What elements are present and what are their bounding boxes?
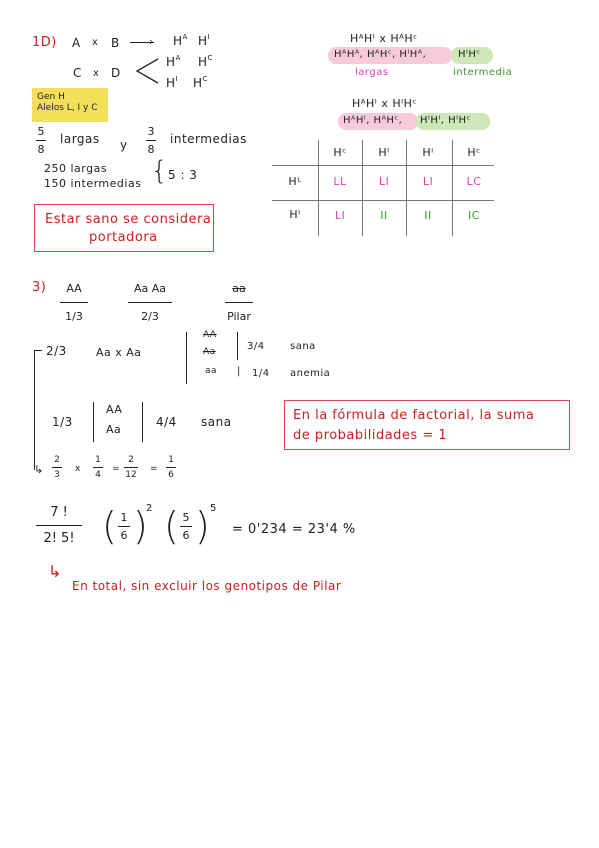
genotype-aa-prob: AA 1/3 — [60, 282, 88, 323]
prob-anemia: 1/4 — [252, 368, 270, 379]
fraction-3-8: 3 8 — [147, 125, 155, 156]
result-green-1: HᴵHᶜ — [458, 49, 481, 60]
calc-fraction: 2 3 — [52, 455, 62, 480]
section-label-3: 3) — [32, 280, 47, 295]
exponent-5: 5 — [210, 503, 217, 514]
genotype-pilar: aa Pilar — [225, 282, 253, 323]
divider — [237, 332, 238, 360]
section-label-1d: 1D) — [32, 35, 57, 50]
prob-1-6: 1 6 — [118, 511, 130, 542]
genotype-hc-top: $H^C$ — [198, 54, 213, 69]
punnett-col-header: Hᴵ — [378, 146, 390, 159]
calc-fraction: 1 4 — [93, 455, 103, 480]
note-1-line1: Estar sano se considera — [45, 212, 212, 227]
count-intermedias: 150 intermedias — [44, 177, 142, 190]
punnett-col-header: Hᶜ — [333, 146, 347, 159]
punnett-row-header: Hᴵ — [289, 208, 301, 221]
note-box-2 — [284, 400, 570, 450]
paren-open: ( — [102, 504, 117, 548]
label-sana: sana — [290, 341, 316, 352]
branch-icon — [134, 56, 160, 86]
genotype-ha: $H^A$ — [173, 33, 188, 48]
offspring-aa-het: Aa — [203, 347, 216, 357]
branch2-label: sana — [201, 415, 232, 429]
count-largas: 250 largas — [44, 162, 108, 175]
sticky-note — [32, 88, 108, 122]
punnett-cell: LI — [422, 175, 434, 188]
genotype-ha-top: $H^A$ — [166, 54, 181, 69]
allele-a: A — [72, 36, 81, 50]
branch2-aa: AA — [106, 403, 123, 416]
branch2-fraction: 1/3 — [52, 415, 73, 429]
factorial-fraction: 7 ! 2! 5! — [36, 505, 82, 546]
label-intermedias: intermedias — [170, 132, 247, 146]
brace-icon: { — [151, 156, 168, 186]
footnote-text: En total, sin excluir los genotipos de Pilar — [72, 579, 342, 593]
exponent-2: 2 — [146, 503, 153, 514]
punnett-row-header: Hᴸ — [288, 175, 302, 188]
cross-x: x — [92, 37, 99, 48]
cross-top-right-1: HᴬHᴵ x HᴬHᶜ — [350, 32, 418, 45]
punnett-cell: II — [424, 209, 432, 222]
genotype-hc-bot: $H^C$ — [193, 75, 208, 90]
calc-operator: x — [75, 464, 81, 474]
genotype-aa-aa-prob: Aa Aa 2/3 — [128, 282, 172, 323]
fraction-5-8: 5 8 — [37, 125, 45, 156]
formula-result: = 0'234 = 23'4 % — [232, 522, 356, 537]
label-anemia: anemia — [290, 368, 331, 379]
divider: | — [237, 366, 241, 377]
punnett-cell: LI — [334, 209, 346, 222]
divider — [93, 402, 94, 442]
result-pink-1: HᴬHᴬ, HᴬHᶜ, HᴵHᴬ, — [334, 49, 427, 60]
genotype-hi: $H^I$ — [198, 33, 211, 48]
label-largas-pink: largas — [355, 67, 389, 78]
allele-c: C — [73, 66, 82, 80]
allele-d: D — [111, 66, 121, 80]
note-1-line2: portadora — [89, 230, 158, 245]
paren-close: ) — [133, 504, 148, 548]
arrow-head-icon: ↳ — [34, 463, 44, 476]
punnett-cell: II — [380, 209, 388, 222]
prob-sana: 3/4 — [247, 341, 265, 352]
label-largas: largas — [60, 132, 100, 146]
punnett-cell: LL — [333, 175, 347, 188]
cross-top-right-2: HᴬHᴵ x HᴵHᶜ — [352, 97, 417, 110]
divider — [186, 332, 187, 384]
punnett-cell: LI — [378, 175, 390, 188]
punnett-col-header: Hᴵ — [422, 146, 434, 159]
footnote-arrow-icon: ↳ — [48, 562, 62, 581]
cross-fraction: 2/3 — [46, 344, 67, 358]
cross-aa-x-aa: Aa x Aa — [96, 346, 142, 359]
result-green-2: HᴵHᴵ, HᴵHᶜ — [420, 115, 471, 126]
genotype-hi-bot: $H^I$ — [166, 75, 179, 90]
note-box-1 — [34, 204, 214, 252]
offspring-aa-rec: aa — [205, 366, 218, 376]
label-y: y — [120, 138, 128, 152]
calc-fraction: 1 6 — [166, 455, 176, 480]
result-pink-2: HᴬHᴵ, HᴬHᶜ, — [343, 115, 403, 126]
offspring-aa: AA — [203, 330, 217, 340]
note-2-line1: En la fórmula de factorial, la suma — [293, 408, 535, 423]
sticky-note-line1: Gen H — [37, 92, 65, 102]
arrow-head-icon: › — [149, 35, 154, 48]
calc-operator: = — [112, 464, 121, 474]
punnett-cell: LC — [466, 175, 482, 188]
cross-x-2: x — [93, 68, 100, 79]
punnett-cell: IC — [468, 209, 480, 222]
ratio: 5 : 3 — [168, 168, 198, 182]
allele-b: B — [111, 36, 120, 50]
label-intermedia-green: intermedia — [453, 67, 513, 78]
calc-fraction: 2 12 — [125, 455, 137, 480]
paren-close: ) — [195, 504, 210, 548]
note-2-line2: de probabilidades = 1 — [293, 428, 448, 443]
divider — [142, 402, 143, 442]
sticky-note-line2: Alelos L, I y C — [37, 103, 98, 113]
calc-operator: = — [150, 464, 159, 474]
paren-open: ( — [164, 504, 179, 548]
punnett-col-header: Hᶜ — [467, 146, 481, 159]
bracket-line — [34, 350, 35, 470]
branch2-prob: 4/4 — [156, 415, 177, 429]
branch2-aa-het: Aa — [106, 423, 122, 436]
prob-5-6: 5 6 — [180, 511, 192, 542]
